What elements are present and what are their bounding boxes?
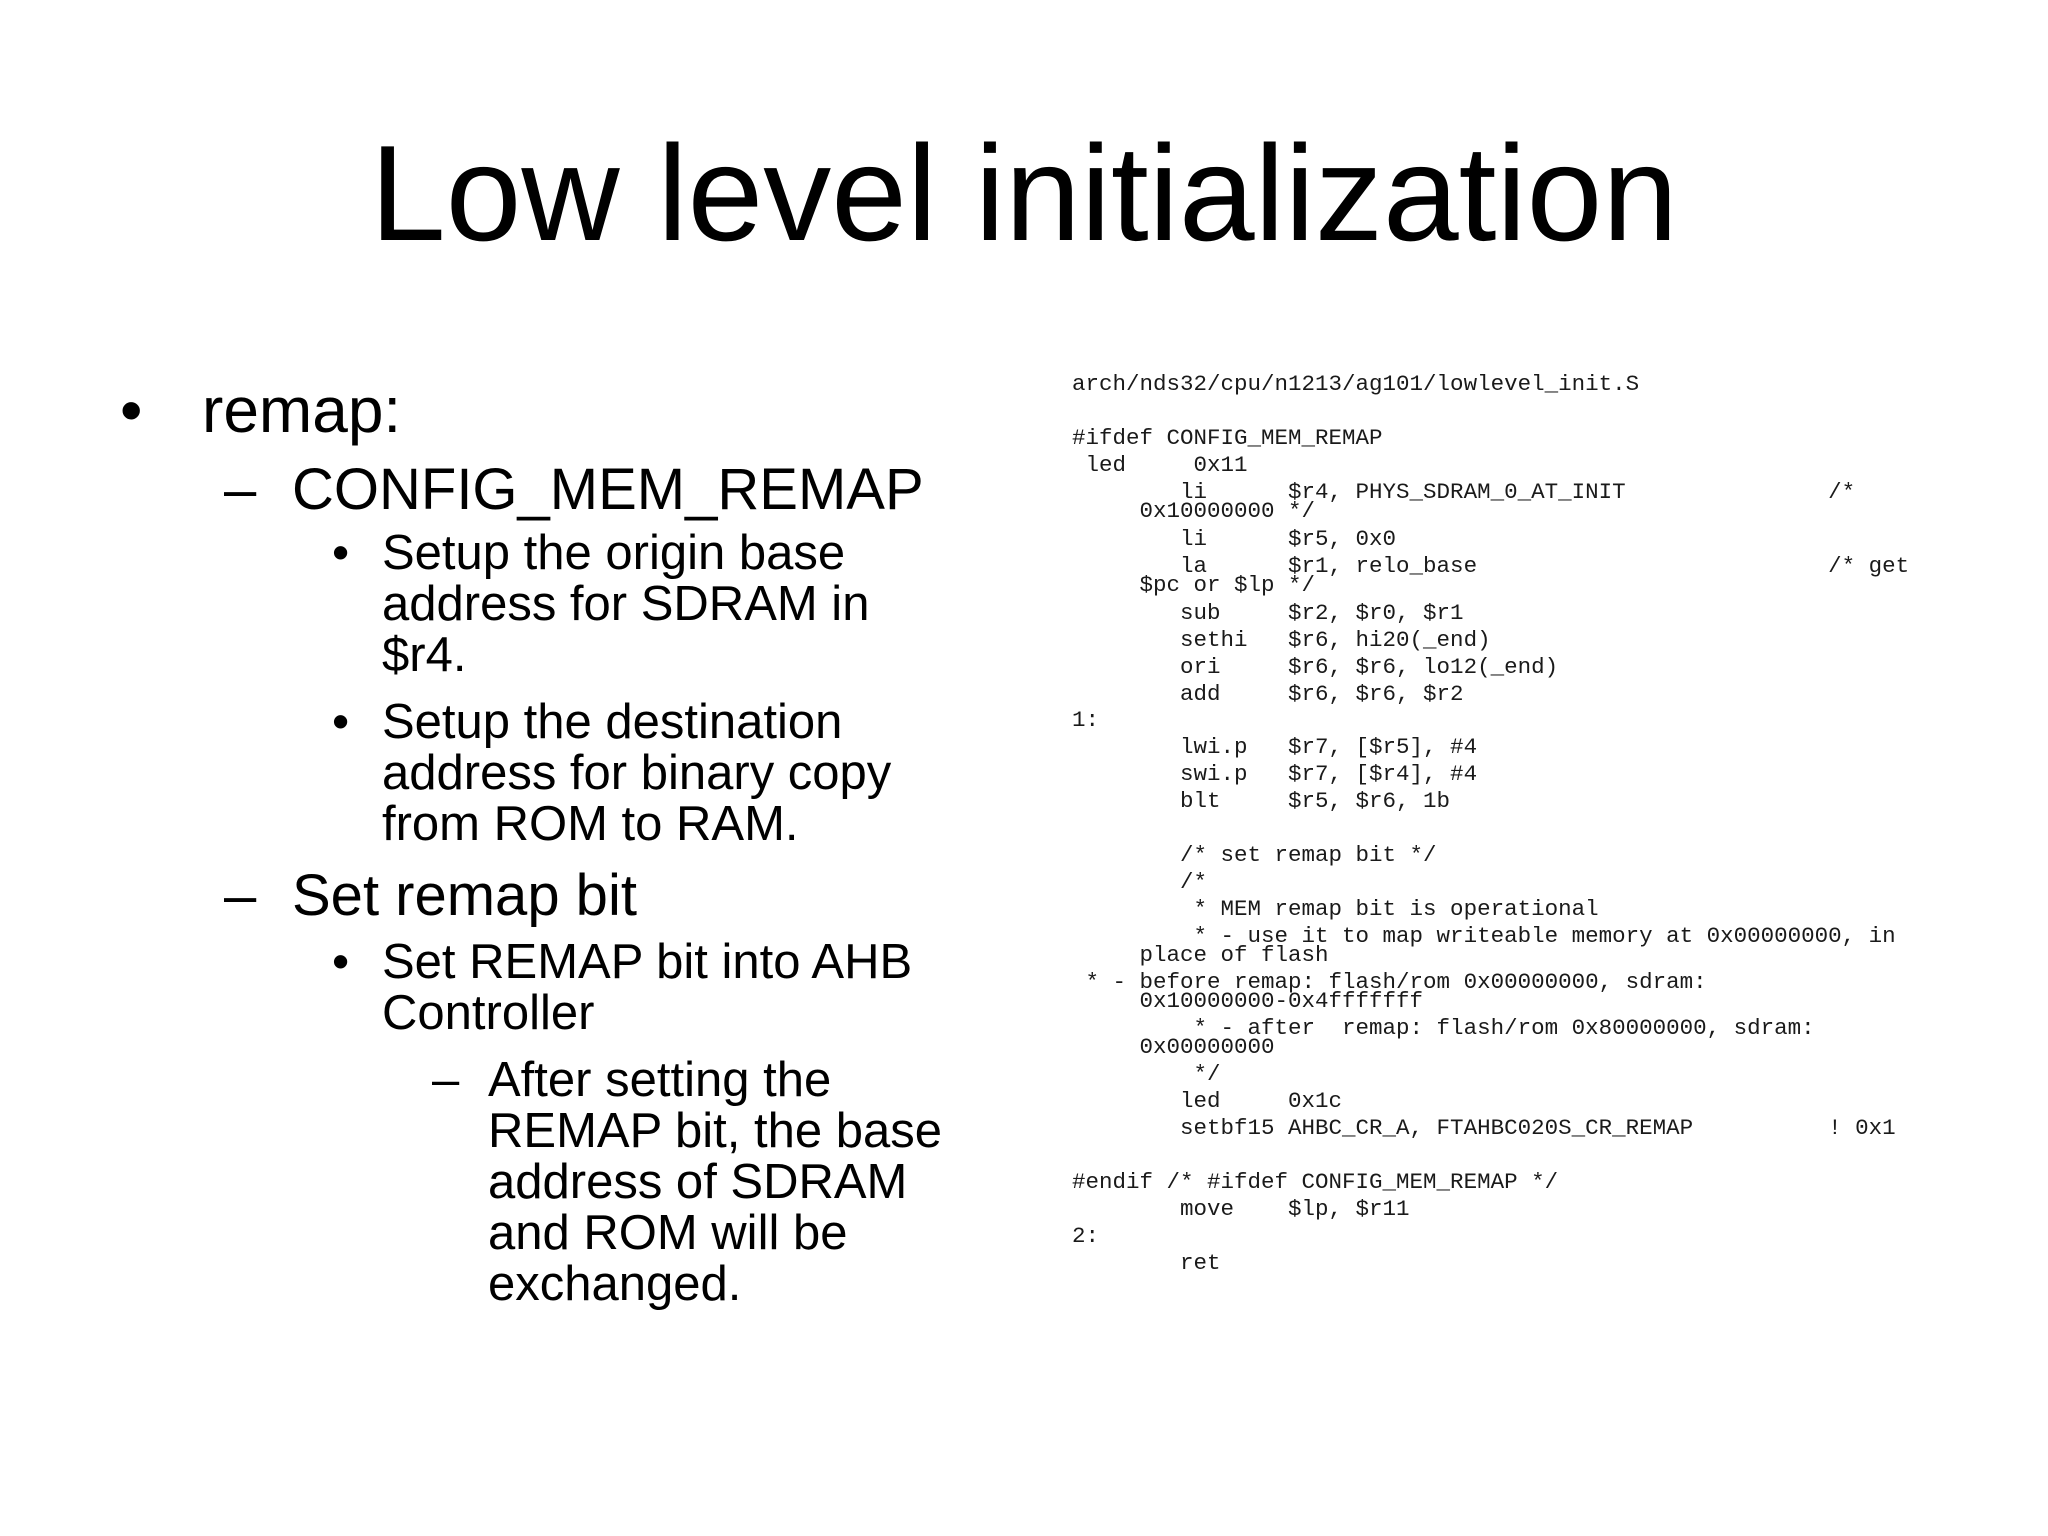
code-line: move $lp, $r11 — [1072, 1196, 1410, 1222]
bullet-line: address of SDRAM — [488, 1155, 908, 1209]
bullet-line: Setup the origin base — [382, 526, 846, 580]
code-line: led 0x1c — [1072, 1088, 1343, 1114]
bullet-marker: • — [332, 526, 350, 580]
code-line: ret — [1072, 1250, 1221, 1276]
code-line: 1: — [1072, 707, 1100, 733]
code-line: li $r5, 0x0 — [1072, 526, 1397, 552]
bullet-marker: • — [332, 935, 350, 989]
bullet-line: from ROM to RAM. — [382, 797, 799, 851]
code-line: led 0x11 — [1072, 452, 1248, 478]
bullet-text: CONFIG_MEM_REMAP — [292, 457, 924, 522]
bullet-line: $r4. — [382, 628, 467, 682]
bullet-line: Controller — [382, 986, 595, 1040]
code-line: */ — [1072, 1061, 1221, 1087]
bullet-line: address for binary copy — [382, 746, 892, 800]
code-line: blt $r5, $r6, 1b — [1072, 788, 1451, 814]
code-line: setbf15 AHBC_CR_A, FTAHBC020S_CR_REMAP ! 0x1 — [1072, 1115, 1896, 1141]
code-filename: arch/nds32/cpu/n1213/ag101/lowlevel_init.S — [1072, 371, 1640, 397]
code-line: sethi $r6, hi20(_end) — [1072, 627, 1491, 653]
code-line: place of flash — [1072, 942, 1329, 968]
code-line: 0x00000000 — [1072, 1034, 1275, 1060]
bullet-line: Setup the destination — [382, 695, 843, 749]
code-line: * - before remap: flash/rom 0x00000000, sdram: — [1072, 969, 1707, 995]
code-line: sub $r2, $r0, $r1 — [1072, 600, 1464, 626]
bullet-marker: – — [224, 457, 257, 522]
code-line: swi.p $r7, [$r4], #4 — [1072, 761, 1478, 787]
code-line: * - use it to map writeable memory at 0x00000000, in — [1072, 923, 1896, 949]
code-line: la $r1, relo_base /* get — [1072, 553, 1910, 579]
bullet-marker: – — [432, 1053, 460, 1107]
bullet-text: Set remap bit — [292, 863, 637, 928]
bullet-marker: – — [224, 863, 257, 928]
slide-title: Low level initialization — [370, 117, 1678, 269]
bullet-line: address for SDRAM in — [382, 577, 870, 631]
bullet-marker: • — [120, 374, 143, 446]
code-listing — [1072, 372, 2032, 1292]
bullet-line: and ROM will be — [488, 1206, 848, 1260]
code-line: 0x10000000-0x4fffffff — [1072, 988, 1424, 1014]
code-line: #ifdef CONFIG_MEM_REMAP — [1072, 425, 1383, 451]
code-line: $pc or $lp */ — [1072, 572, 1316, 598]
bullet-line: After setting the — [488, 1053, 832, 1107]
code-line: * MEM remap bit is operational — [1072, 896, 1599, 922]
code-line: /* set remap bit */ — [1072, 842, 1437, 868]
code-line: 0x10000000 */ — [1072, 498, 1316, 524]
code-line: add $r6, $r6, $r2 — [1072, 681, 1464, 707]
bullet-line: REMAP bit, the base — [488, 1104, 942, 1158]
bullet-list — [0, 0, 1000, 1536]
bullet-line: exchanged. — [488, 1257, 742, 1311]
code-line: /* — [1072, 869, 1208, 895]
code-line: * - after remap: flash/rom 0x80000000, sdram: — [1072, 1015, 1815, 1041]
code-line: li $r4, PHYS_SDRAM_0_AT_INIT /* — [1072, 479, 1856, 505]
bullet-line: Set REMAP bit into AHB — [382, 935, 913, 989]
code-line: 2: — [1072, 1223, 1100, 1249]
bullet-marker: • — [332, 695, 350, 749]
code-line: ori $r6, $r6, lo12(_end) — [1072, 654, 1559, 680]
bullet-text: remap: — [202, 374, 402, 446]
code-line: #endif /* #ifdef CONFIG_MEM_REMAP */ — [1072, 1169, 1559, 1195]
code-line: lwi.p $r7, [$r5], #4 — [1072, 734, 1478, 760]
